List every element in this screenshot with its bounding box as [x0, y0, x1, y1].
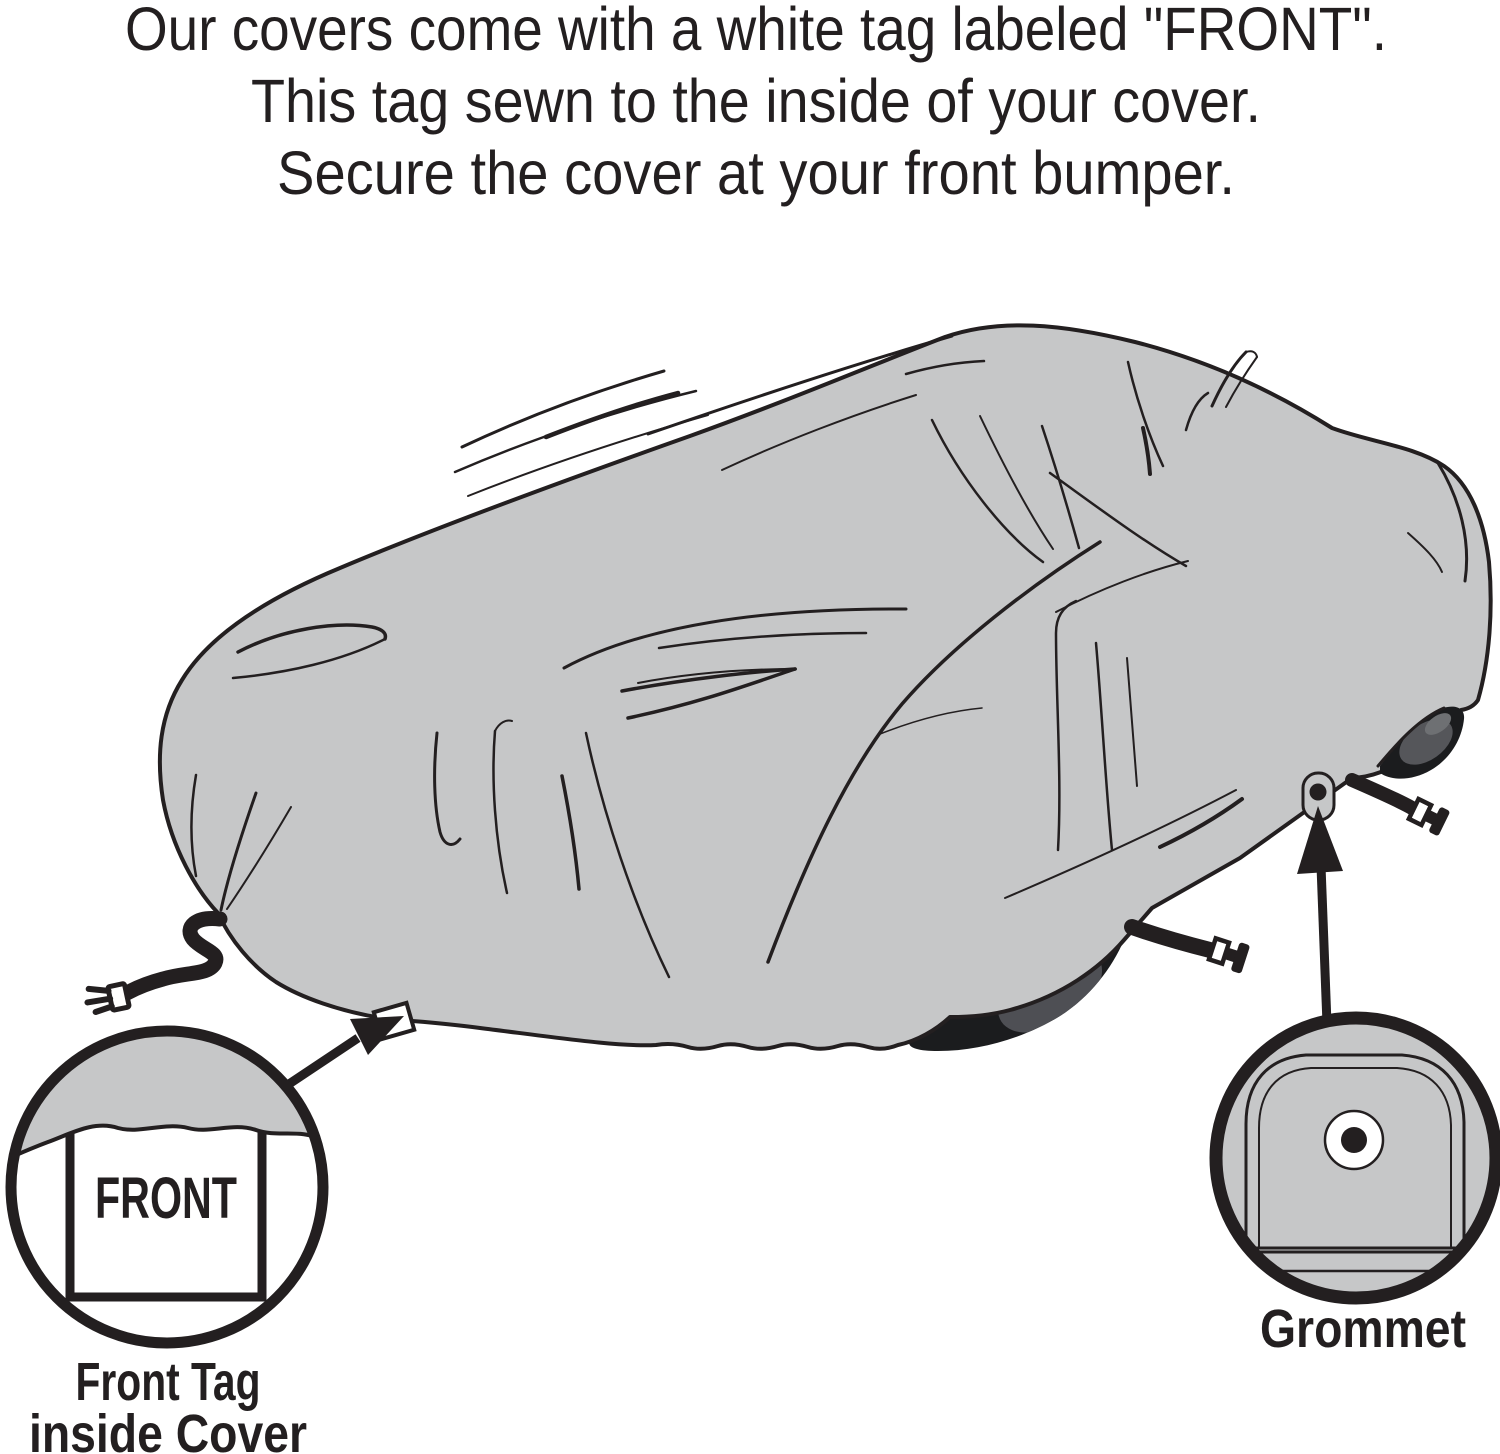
front-tag-text: FRONT — [95, 1166, 237, 1231]
front-tag-inset — [5, 1011, 323, 1343]
front-strap-buckle-icon — [85, 981, 130, 1015]
car-cover-body — [160, 325, 1491, 1048]
heading-line-2: This tag sewn to the inside of your cover. — [251, 67, 1261, 135]
middle-strap-buckle-icon — [1208, 935, 1251, 974]
heading-line-1: Our covers come with a white tag labeled "FRONT". — [125, 0, 1387, 63]
grommet-inset — [1216, 1018, 1496, 1298]
front-tag-inset-label — [29, 1352, 307, 1454]
grommet-arrow-icon — [1297, 806, 1343, 1024]
middle-strap — [1132, 927, 1250, 974]
grommet-center-icon — [1341, 1127, 1367, 1153]
front-strap — [85, 919, 220, 1016]
grommet-label: Grommet — [1260, 1299, 1467, 1359]
heading — [125, 0, 1387, 207]
grommet-hole-icon — [1310, 784, 1327, 801]
rear-strap — [1352, 780, 1450, 836]
front-tag-label-line-2: inside Cover — [29, 1404, 307, 1454]
front-tag-label-line-1: Front Tag — [75, 1352, 261, 1412]
heading-line-3: Secure the cover at your front bumper. — [277, 139, 1235, 207]
